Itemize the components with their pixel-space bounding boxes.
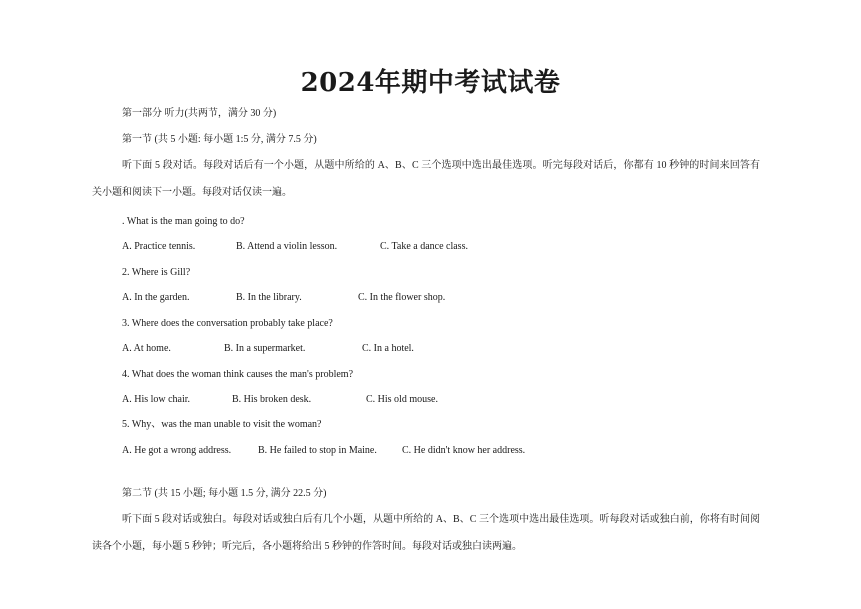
question-2-option-b: B. In the library. [236, 292, 302, 303]
page-title: 2024年期中考试试卷 [300, 68, 561, 98]
question-4: 4. What does the woman think causes the man's problem? [122, 369, 354, 380]
part1-header: 第一部分 听力(共两节，满分 30 分) [122, 108, 277, 119]
question-1-option-a: A. Practice tennis. [122, 241, 196, 252]
question-3-option-c: C. In a hotel. [362, 343, 414, 354]
question-2: 2. Where is Gill? [122, 267, 191, 278]
question-3-option-b: B. In a supermarket. [224, 343, 306, 354]
question-1-option-b: B. Attend a violin lesson. [236, 241, 338, 252]
section1-header: 第一节 (共 5 小题: 每小题 1:5 分, 满分 7.5 分) [122, 134, 317, 145]
question-5-option-c: C. He didn't know her address. [402, 445, 526, 456]
question-4-option-c: C. His old mouse. [366, 394, 438, 405]
section1-instructions: 听下面 5 段对话。每段对话后有一个小题，从题中所给的 A、B、C 三个选项中选出最佳选项。听完每段对话后，你都有 10 秒钟的时间来回答有关小题和阅读下一小题。每段对话仅读一遍。 [92, 160, 760, 198]
question-5-option-a: A. He got a wrong address. [122, 445, 232, 456]
question-4-option-a: A. His low chair. [122, 394, 191, 405]
question-2-option-a: A. In the garden. [122, 292, 190, 303]
question-5: 5. Why、was the man unable to visit the woman? [122, 419, 322, 430]
question-2-option-c: C. In the flower shop. [358, 292, 446, 303]
section2-instructions: 听下面 5 段对话或独白。每段对话或独白后有几个小题，从题中所给的 A、B、C 三个选项中选出最佳选项。听每段对话或独白前，你将有时间阅读各个小题，每小题 5 秒钟；听完后，各小题将给出 5 秒钟的作答时间。每段对话或独白读两遍。 [92, 514, 760, 552]
question-1-option-c: C. Take a dance class. [380, 241, 468, 252]
question-3: 3. Where does the conversation probably take place? [122, 318, 333, 329]
question-5-option-b: B. He failed to stop in Maine. [258, 445, 377, 456]
question-1: . What is the man going to do? [122, 216, 245, 227]
question-3-option-a: A. At home. [122, 343, 171, 354]
section2-header: 第二节 (共 15 小题; 每小题 1.5 分, 满分 22.5 分) [122, 488, 327, 499]
question-4-option-b: B. His broken desk. [232, 394, 312, 405]
